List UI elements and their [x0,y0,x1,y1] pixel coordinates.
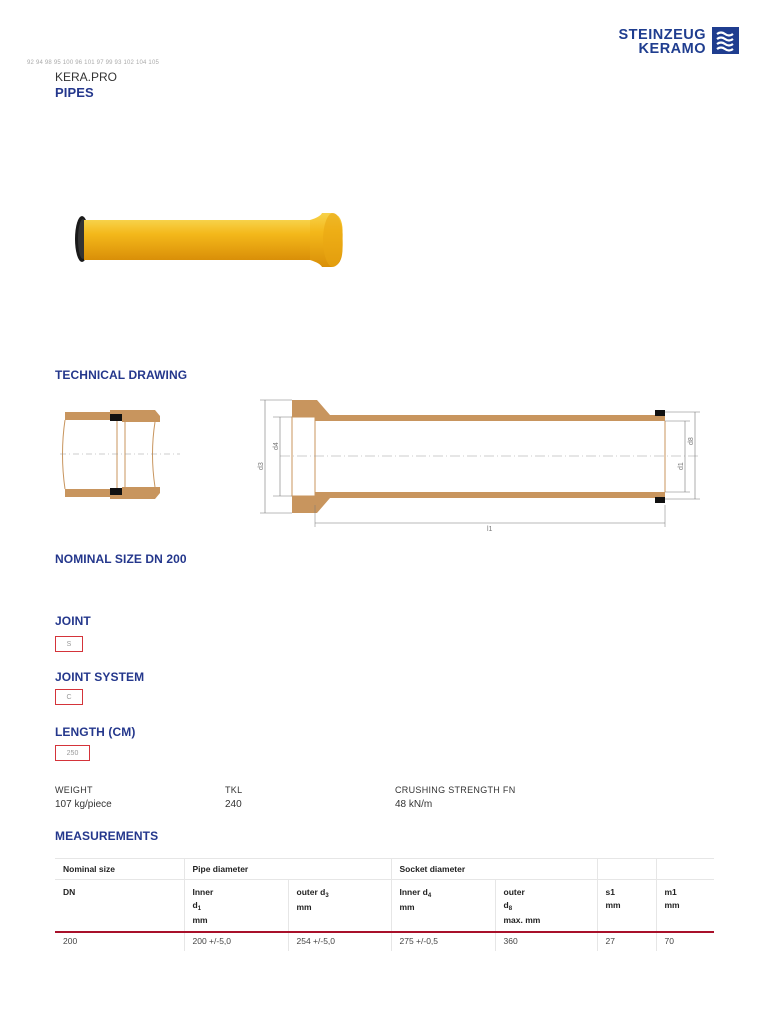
th-pipe-diameter: Pipe diameter [184,859,391,880]
crushing-strength-label: CRUSHING STRENGTH FN [395,785,516,795]
section-joint: JOINT [55,614,91,628]
weight-value: 107 kg/piece [55,799,112,810]
section-measurements: MEASUREMENTS [55,829,159,843]
crushing-strength-value: 48 kN/m [395,799,433,810]
label-d3: d3 [258,462,265,470]
section-technical-drawing: TECHNICAL DRAWING [55,368,188,382]
tkl-value: 240 [225,799,242,810]
brand-name: KERA.PRO [55,70,118,84]
product-pipe-image [70,205,350,280]
label-d8: d8 [688,437,695,445]
th-dn: DN [55,880,184,933]
logo-waves-icon [712,27,739,54]
cell-inner-d4: 275 +/-0,5 [391,932,495,951]
logo-wordmark[interactable] [619,28,706,56]
cell-s1: 27 [597,932,656,951]
table-row [55,932,714,951]
cell-m1: 70 [656,932,714,951]
th-outer-d3: outer $d_3$ mm [288,880,391,933]
th-socket-diameter: Socket diameter [391,859,597,880]
th-m1: m1 mm [656,880,714,933]
cell-outer-d3: 254 +/-5,0 [288,932,391,951]
table-subheader-row [55,880,714,933]
logo-line-1: STEINZEUG [618,27,706,43]
tkl-label: TKL [225,785,243,795]
cell-dn: 200 [55,932,184,951]
joint-detail-drawing [60,402,180,512]
section-length: LENGTH (CM) [55,725,136,739]
th-empty-2 [656,859,714,880]
th-empty-1 [597,859,656,880]
section-joint-system: JOINT SYSTEM [55,670,145,684]
joint-option-s[interactable]: S [55,636,83,652]
section-nominal-size: NOMINAL SIZE DN 200 [55,552,187,566]
joint-system-option-c[interactable]: C [55,689,83,705]
th-outer-d8: outer $d_8$ max. mm [495,880,597,933]
pipe-technical-drawing [255,395,705,540]
table-header-row [55,859,714,880]
length-option-250[interactable]: 250 [55,745,90,761]
label-d1: d1 [678,462,685,470]
label-d4: d4 [273,442,280,450]
weight-label: WEIGHT [55,785,93,795]
th-nominal-size: Nominal size [55,859,184,880]
th-inner: Inner $d_1$ mm [184,880,288,933]
cell-outer-d8: 360 [495,932,597,951]
label-l1: l1 [487,526,493,533]
breadcrumb[interactable]: 92 94 98 95 100 96 101 97 99 93 102 104 105 [27,60,160,66]
th-s1: s1 mm [597,880,656,933]
page-title: PIPES [55,85,94,100]
th-inner-d4: Inner $d_4$ mm [391,880,495,933]
cell-inner-d1: 200 +/-5,0 [184,932,288,951]
logo-line-2: KERAMO [638,41,706,57]
measurements-table [55,858,714,951]
